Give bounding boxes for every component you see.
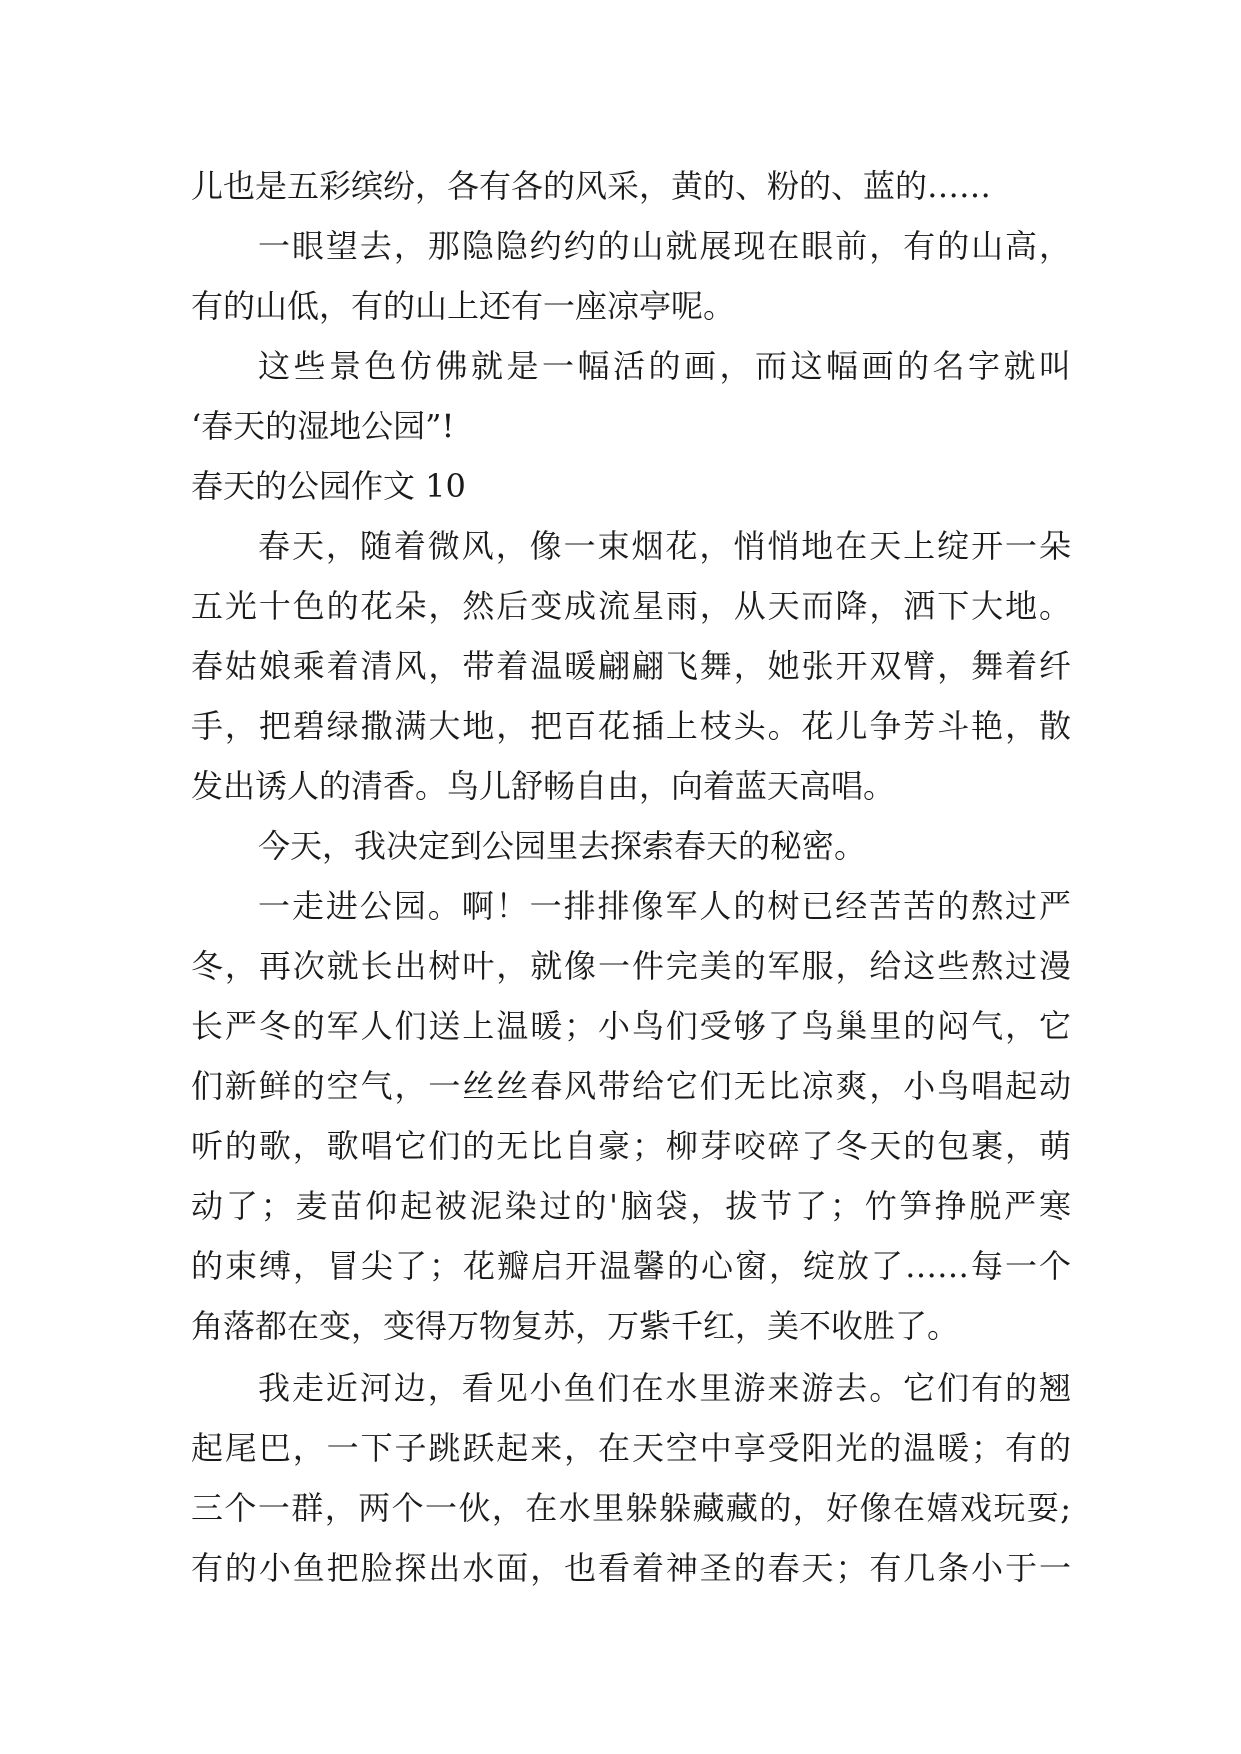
text-line: 听的歌，歌唱它们的无比自豪；柳芽咬碎了冬天的包裹，萌 <box>191 1127 1071 1165</box>
text-line: 有的小鱼把脸探出水面，也看着神圣的春天；有几条小于一 <box>191 1549 1071 1587</box>
section-heading: 春天的公园作文 10 <box>191 467 466 505</box>
text-line: 一走进公园。啊！一排排像军人的树已经苦苦的熬过严 <box>258 887 1071 925</box>
text-line: 长严冬的军人们送上温暖；小鸟们受够了鸟巢里的闷气，它 <box>191 1007 1071 1045</box>
text-line: 动了；麦苗仰起被泥染过的'脑袋，拔节了；竹笋挣脱严寒 <box>191 1187 1071 1225</box>
text-line: 发出诱人的清香。鸟儿舒畅自由，向着蓝天高唱。 <box>191 767 896 805</box>
text-line: 这些景色仿佛就是一幅活的画，而这幅画的名字就叫 <box>258 347 1071 385</box>
text-line: 我走近河边，看见小鱼们在水里游来游去。它们有的翘 <box>258 1369 1071 1407</box>
text-line: 春姑娘乘着清风，带着温暖翩翩飞舞，她张开双臂，舞着纤 <box>191 647 1071 685</box>
text-line: 一眼望去，那隐隐约约的山就展现在眼前，有的山高， <box>258 227 1071 265</box>
text-line: 五光十色的花朵，然后变成流星雨，从天而降，洒下大地。 <box>191 587 1071 625</box>
text-line: 冬，再次就长出树叶，就像一件完美的军服，给这些熬过漫 <box>191 947 1071 985</box>
text-line: 儿也是五彩缤纷，各有各的风采，黄的、粉的、蓝的…… <box>191 167 992 205</box>
text-line: 今天，我决定到公园里去探索春天的秘密。 <box>258 827 867 865</box>
text-line: 手，把碧绿撒满大地，把百花插上枝头。花儿争芳斗艳，散 <box>191 707 1071 745</box>
text-line: 有的山低，有的山上还有一座凉亭呢。 <box>191 287 736 325</box>
text-line: ‘春天的湿地公园”! <box>191 407 455 445</box>
text-line: 角落都在变，变得万物复苏，万紫千红，美不收胜了。 <box>191 1307 960 1345</box>
text-line: 的束缚，冒尖了；花瓣启开温馨的心窗，绽放了……每一个 <box>191 1247 1071 1285</box>
text-line: 们新鲜的空气，一丝丝春风带给它们无比凉爽，小鸟唱起动 <box>191 1067 1071 1105</box>
text-line: 春天，随着微风，像一束烟花，悄悄地在天上绽开一朵 <box>258 527 1071 565</box>
text-line: 三个一群，两个一伙，在水里躲躲藏藏的，好像在嬉戏玩耍; <box>191 1489 1071 1527</box>
text-line: 起尾巴，一下子跳跃起来，在天空中享受阳光的温暖；有的 <box>191 1429 1071 1467</box>
